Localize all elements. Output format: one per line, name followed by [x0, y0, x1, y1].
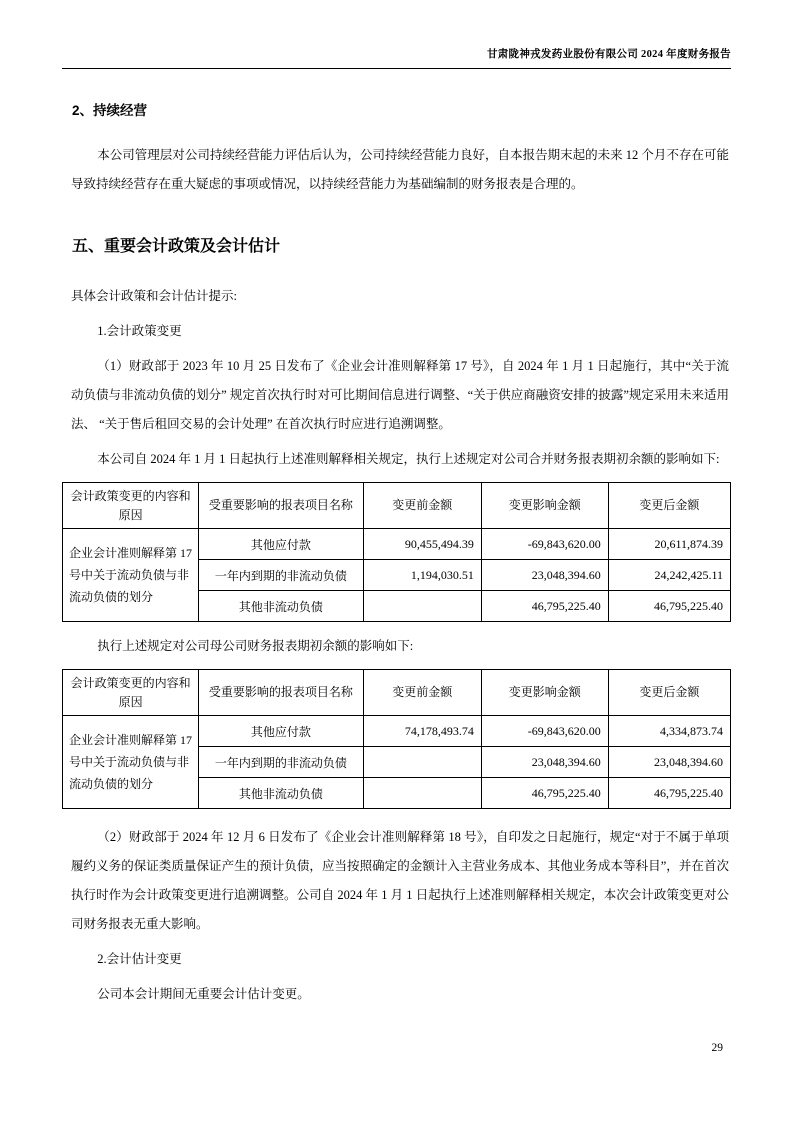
item-cell: 其他非流动负债 — [199, 778, 363, 809]
after-amount: 23,048,394.60 — [608, 747, 730, 778]
policy-paragraph-1: （1）财政部于 2023 年 10 月 25 日发布了《企业会计准则解释第 17 号》，自 2024 年 1 月 1 日起施行，其中“关于流动负债与非流动负债的划分” 规定首次执行时对可比期间信息进行调整、“关于供应商融资安排的披露”规定采用未来适用法、 “关于售后租回交易的会计处理” 在首次执行时应进行追溯调整。 — [71, 359, 729, 431]
reason-cell: 企业会计准则解释第 17 号中关于流动负债与非流动负债的划分 — [63, 529, 199, 622]
header-item: 受重要影响的报表项目名称 — [199, 670, 363, 716]
impact-amount: -69,843,620.00 — [481, 529, 608, 560]
before-amount: 74,178,493.74 — [363, 716, 481, 747]
after-amount: 46,795,225.40 — [608, 778, 730, 809]
estimate-paragraph: 公司本会计期间无重要会计估计变更。 — [97, 987, 310, 1002]
parent-company-impact-table — [62, 669, 731, 809]
before-amount: 90,455,494.39 — [363, 529, 481, 560]
header-before: 变更前金额 — [363, 483, 481, 529]
item-cell: 其他应付款 — [199, 716, 363, 747]
between-tables-text: 执行上述规定对公司母公司财务报表期初余额的影响如下: — [97, 639, 414, 654]
policy-paragraph-2: 本公司自 2024 年 1 月 1 日起执行上述准则解释相关规定，执行上述规定对公司合并财务报表期初余额的影响如下: — [97, 452, 720, 466]
document-header-title: 甘肃陇神戎发药业股份有限公司 2024 年度财务报告 — [62, 46, 731, 69]
impact-amount: -69,843,620.00 — [481, 716, 608, 747]
item-cell: 其他应付款 — [199, 529, 363, 560]
page-number: 29 — [711, 1042, 723, 1054]
impact-amount: 23,048,394.60 — [481, 747, 608, 778]
policy-paragraph-3: （2）财政部于 2024 年 12 月 6 日发布了《企业会计准则解释第 18 号》，自印发之日起施行，规定“对于不属于单项履约义务的保证类质量保证产生的预计负债，应当按照确定的金额计入主营业务成本、其他业务成本等科目”，并在首次执行时作为会计政策变更进行追溯调整。公司自 2024 年 1 月 1 日起执行上述准则解释相关规定，本次会计政策变更对公司财务报表无重大影响。 — [71, 830, 729, 932]
after-amount: 4,334,873.74 — [608, 716, 730, 747]
table-header-row — [63, 670, 731, 716]
after-amount: 24,242,425.11 — [608, 560, 730, 591]
header-after: 变更后金额 — [608, 670, 730, 716]
before-amount: 1,194,030.51 — [363, 560, 481, 591]
header-item: 受重要影响的报表项目名称 — [199, 483, 363, 529]
going-concern-paragraph: 本公司管理层对公司持续经营能力评估后认为，公司持续经营能力良好，自本报告期末起的未来 12 个月不存在可能导致持续经营存在重大疑虑的事项或情况，以持续经营能力为基础编制的财务报表是合理的。 — [71, 148, 729, 191]
header-impact: 变更影响金额 — [481, 483, 608, 529]
policy-section-heading: 五、重要会计政策及会计估计 — [72, 238, 281, 255]
estimate-change-label: 2.会计估计变更 — [97, 952, 182, 967]
reason-cell: 企业会计准则解释第 17 号中关于流动负债与非流动负债的划分 — [63, 716, 199, 809]
after-amount: 46,795,225.40 — [608, 591, 730, 622]
policy-change-label: 1.会计政策变更 — [97, 324, 182, 338]
impact-amount: 46,795,225.40 — [481, 778, 608, 809]
impact-amount: 46,795,225.40 — [481, 591, 608, 622]
header-reason: 会计政策变更的内容和原因 — [63, 483, 199, 529]
item-cell: 一年内到期的非流动负债 — [199, 747, 363, 778]
before-amount — [363, 591, 481, 622]
table-row — [63, 529, 731, 560]
consolidated-impact-table — [62, 482, 731, 622]
before-amount — [363, 778, 481, 809]
header-after: 变更后金额 — [608, 483, 730, 529]
item-cell: 一年内到期的非流动负债 — [199, 560, 363, 591]
policy-intro: 具体会计政策和会计估计提示: — [71, 289, 237, 303]
header-impact: 变更影响金额 — [481, 670, 608, 716]
header-before: 变更前金额 — [363, 670, 481, 716]
impact-amount: 23,048,394.60 — [481, 560, 608, 591]
header-reason: 会计政策变更的内容和原因 — [63, 670, 199, 716]
table-row — [63, 716, 731, 747]
table-header-row — [63, 483, 731, 529]
going-concern-heading: 2、持续经营 — [72, 103, 148, 118]
item-cell: 其他非流动负债 — [199, 591, 363, 622]
after-amount: 20,611,874.39 — [608, 529, 730, 560]
before-amount — [363, 747, 481, 778]
